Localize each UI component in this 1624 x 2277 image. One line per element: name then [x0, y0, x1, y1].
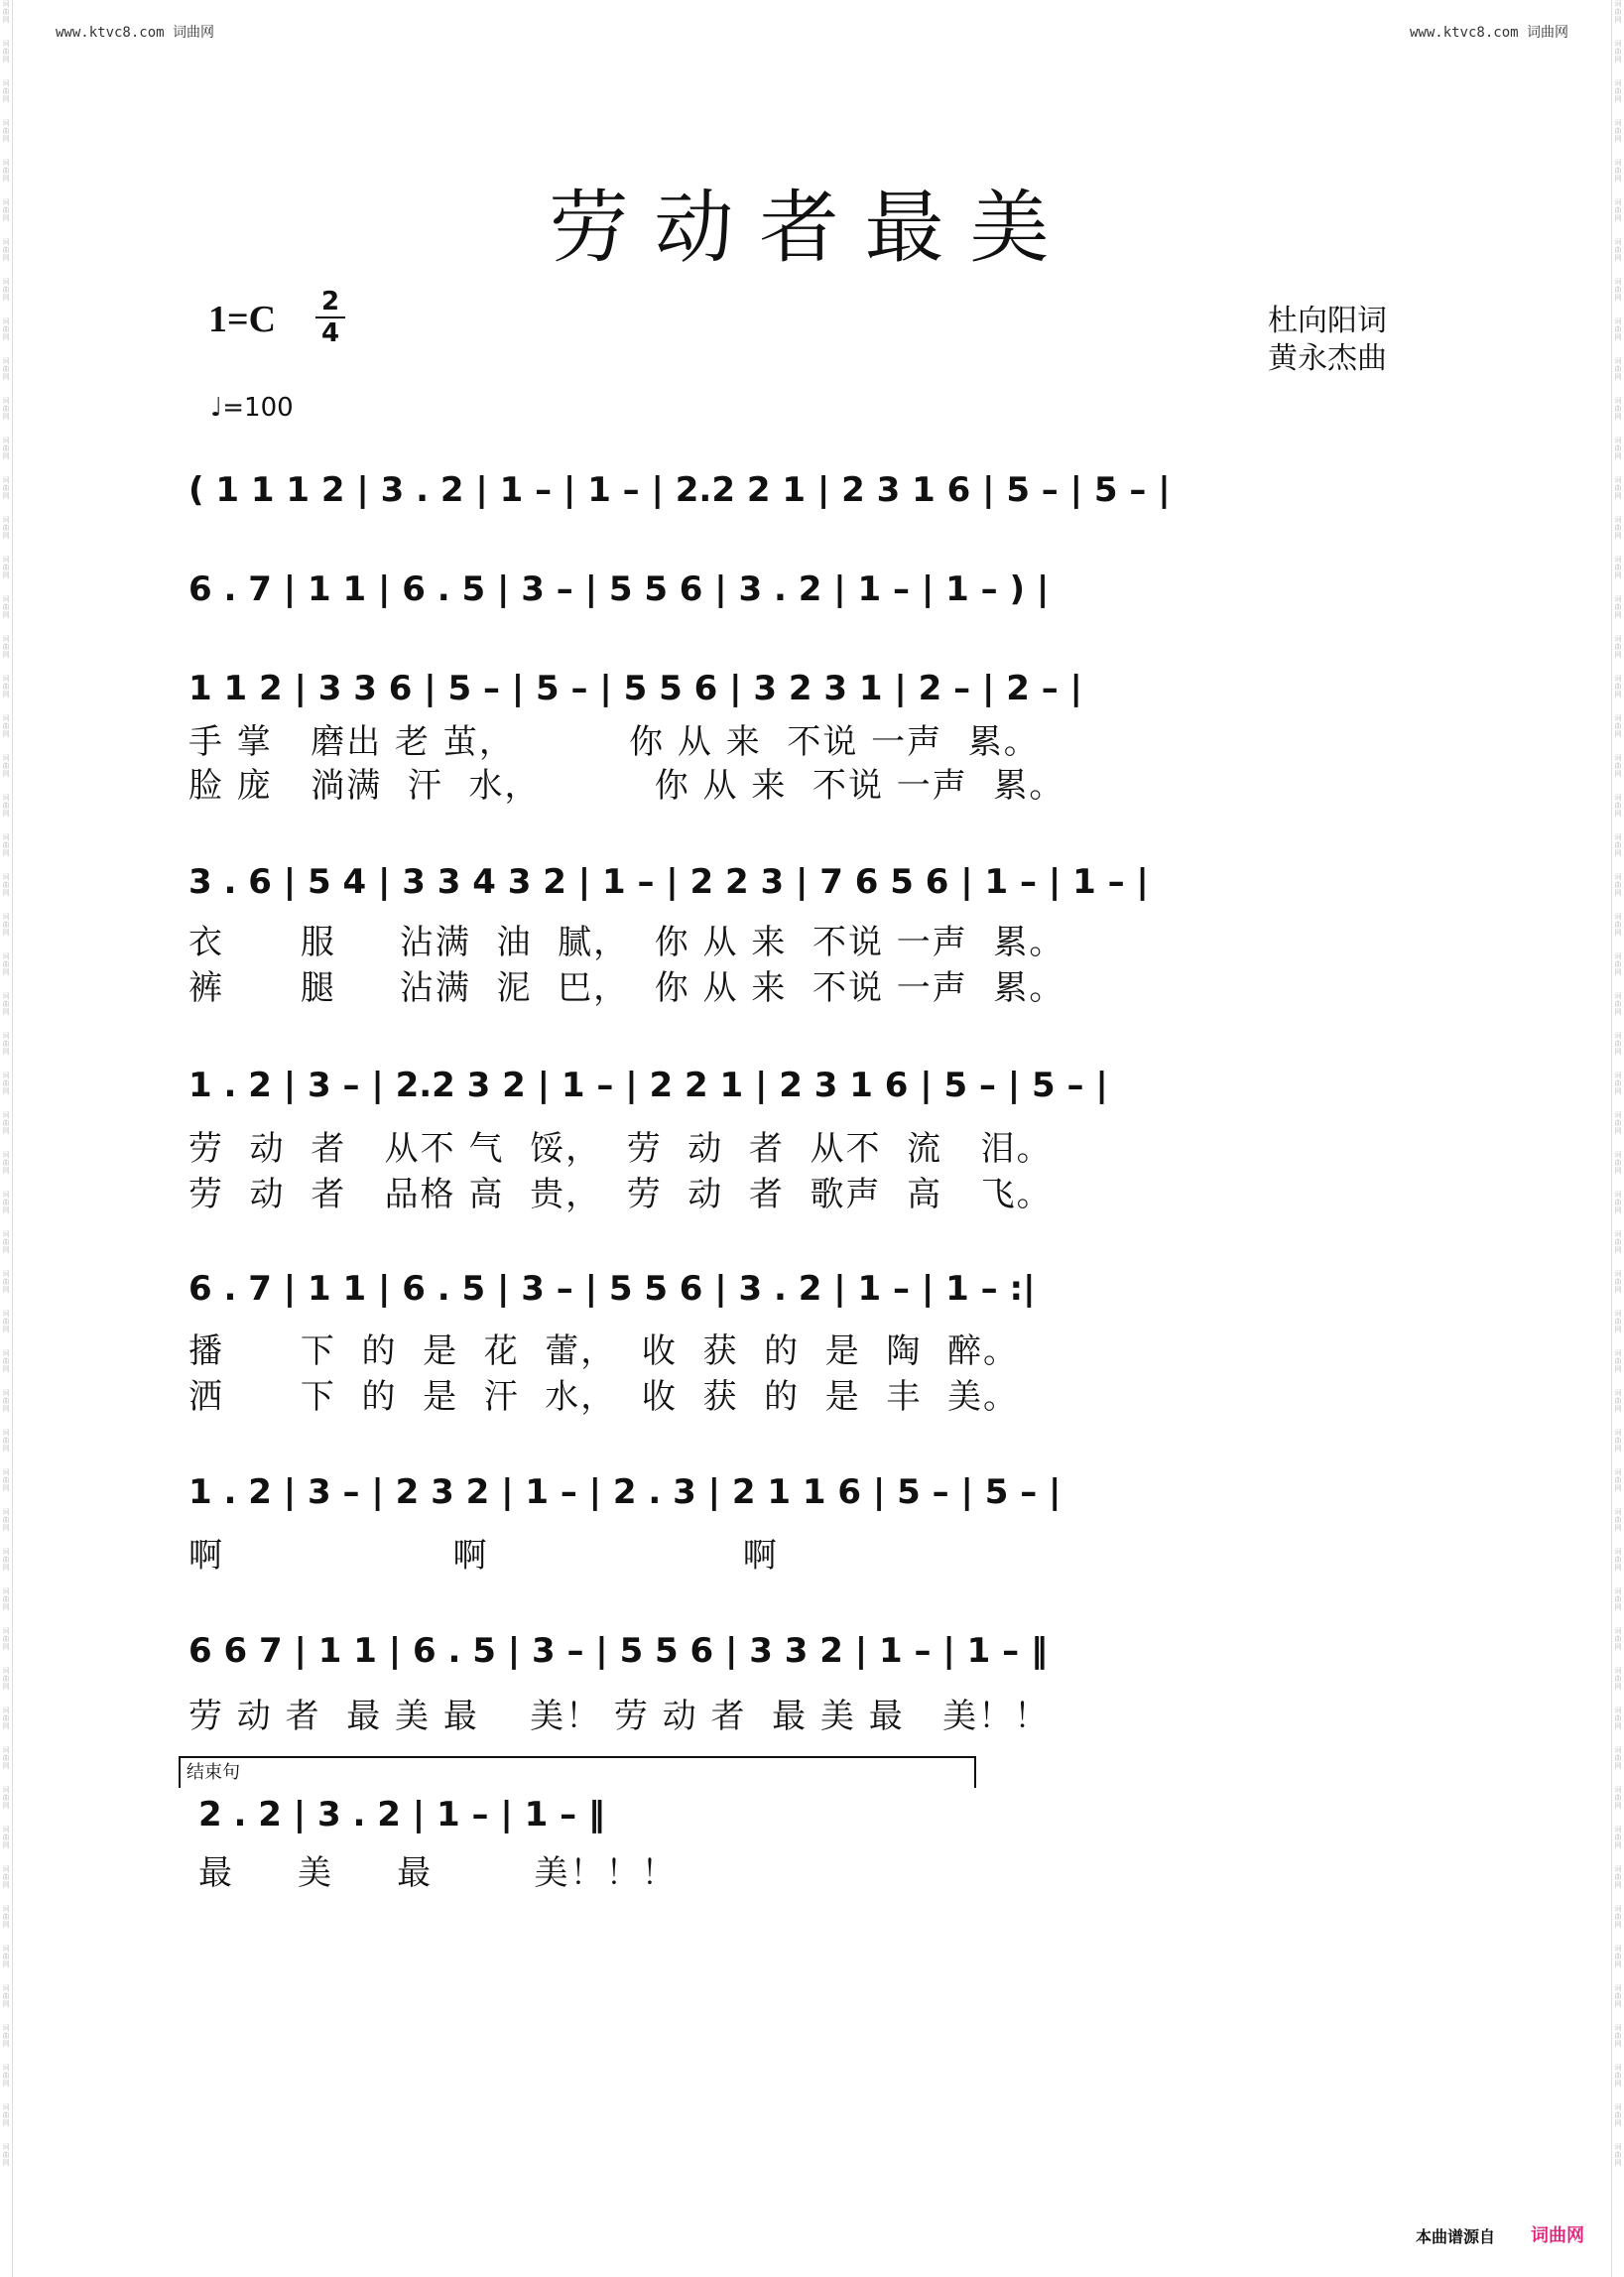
staff-line-2 — [188, 556, 1448, 615]
watermark-text: 词 曲 网 — [1614, 794, 1622, 818]
lyrics-line: 劳 动 者 从不 气 馁， 劳 动 者 从不 流 泪。 — [188, 1129, 1053, 1169]
watermark-text: 词 曲 网 — [1614, 992, 1622, 1016]
right-watermark-strip — [1611, 0, 1624, 2277]
staff-line-4 — [188, 848, 1448, 908]
page-title: 劳动者最美 — [549, 182, 1075, 274]
ending-label: 结束句 — [187, 1762, 240, 1783]
key-signature: 1=C — [208, 299, 277, 340]
lyrics-line: 脸 庞 淌满 汗 水， 你 从 来 不说 一声 累。 — [188, 766, 1065, 806]
watermark-text: 词 曲 网 — [2, 2103, 10, 2127]
watermark-text: 词 曲 网 — [1614, 556, 1622, 579]
watermark-text: 词 曲 网 — [2, 1072, 10, 1095]
meter-top: 2 — [320, 287, 340, 316]
watermark-text: 词 曲 网 — [1614, 1032, 1622, 1056]
watermark-text: 词 曲 网 — [1614, 635, 1622, 659]
watermark-text: 词 曲 网 — [1614, 833, 1622, 857]
watermark-text: 词 曲 网 — [2, 1310, 10, 1333]
watermark-text: 词 曲 网 — [1614, 317, 1622, 341]
staff-line-3 — [188, 655, 1448, 714]
lyrics-line: 播 下 的 是 花 蕾， 收 获 的 是 陶 醉。 — [188, 1331, 1019, 1371]
footer-source: 本曲谱源自 — [1415, 2227, 1495, 2246]
watermark-text: 词 曲 网 — [1614, 40, 1622, 63]
watermark-text: 词 曲 网 — [1614, 1349, 1622, 1373]
watermark-text: 词 曲 网 — [2, 873, 10, 897]
watermark-text: 词 曲 网 — [2, 1111, 10, 1135]
left-watermark-strip — [0, 0, 13, 2277]
lyrics-line: 劳 动 者 最 美 最 美！ 劳 动 者 最 美 最 美！！ — [188, 1697, 1051, 1736]
watermark-text: 词 曲 网 — [2, 952, 10, 976]
watermark-text: 词 曲 网 — [1614, 2064, 1622, 2087]
watermark-text: 词 曲 网 — [1614, 1111, 1622, 1135]
watermark-text: 词 曲 网 — [1614, 913, 1622, 937]
watermark-text: 词 曲 网 — [1614, 1389, 1622, 1413]
score-body — [188, 446, 1448, 1915]
watermark-text: 词 曲 网 — [2, 119, 10, 143]
watermark-text: 词 曲 网 — [1614, 1746, 1622, 1770]
watermark-text: 词 曲 网 — [1614, 1627, 1622, 1651]
header-left: www.ktvc8.com 词曲网 — [56, 25, 215, 41]
watermark-text: 词 曲 网 — [2, 397, 10, 421]
watermark-text: 词 曲 网 — [1614, 2143, 1622, 2167]
watermark-text: 词 曲 网 — [1614, 238, 1622, 262]
lyrics-line: 劳 动 者 品格 高 贵， 劳 动 者 歌声 高 飞。 — [188, 1175, 1053, 1214]
watermark-text: 词 曲 网 — [2, 1191, 10, 1214]
watermark-text: 词 曲 网 — [2, 79, 10, 103]
watermark-text: 词 曲 网 — [1614, 1429, 1622, 1453]
staff-notes: 1 . 2 | 3 – | 2 3 2 | 1 – | 2 . 3 | 2 1 1 6 | 5 – | 5 – | — [188, 1472, 1062, 1512]
watermark-text: 词 曲 网 — [2, 1032, 10, 1056]
watermark-text: 词 曲 网 — [2, 2024, 10, 2048]
tempo-marking: ♩=100 — [210, 393, 294, 423]
composer-credit: 黄永杰曲 — [1268, 341, 1387, 376]
watermark-text: 词 曲 网 — [1614, 1707, 1622, 1730]
watermark-text: 词 曲 网 — [1614, 1072, 1622, 1095]
watermark-text: 词 曲 网 — [2, 913, 10, 937]
watermark-text: 词 曲 网 — [1614, 1270, 1622, 1294]
watermark-text: 词 曲 网 — [1614, 595, 1622, 619]
watermark-text: 词 曲 网 — [2, 278, 10, 302]
staff-line-5 — [188, 1052, 1448, 1111]
staff-notes: 6 6 7 | 1 1 | 6 . 5 | 3 – | 5 5 6 | 3 3 2 | 1 – | 1 – ‖ — [188, 1631, 1048, 1671]
watermark-text: 词 曲 网 — [2, 1508, 10, 1532]
watermark-text: 词 曲 网 — [2, 1468, 10, 1492]
watermark-text: 词 曲 网 — [2, 1270, 10, 1294]
watermark-text: 词 曲 网 — [1614, 1468, 1622, 1492]
watermark-text: 词 曲 网 — [1614, 754, 1622, 778]
lyrics-line: 衣 服 沾满 油 腻， 你 从 来 不说 一声 累。 — [188, 923, 1065, 962]
header-right: www.ktvc8.com 词曲网 — [1409, 25, 1568, 41]
watermark-text: 词 曲 网 — [1614, 2024, 1622, 2048]
watermark-text: 词 曲 网 — [2, 1627, 10, 1651]
watermark-text: 词 曲 网 — [1614, 1587, 1622, 1611]
watermark-text: 词 曲 网 — [2, 1984, 10, 2008]
watermark-text: 词 曲 网 — [2, 833, 10, 857]
watermark-text: 词 曲 网 — [2, 556, 10, 579]
watermark-text: 词 曲 网 — [2, 2143, 10, 2167]
staff-notes: 3 . 6 | 5 4 | 3 3 4 3 2 | 1 – | 2 2 3 | 7 6 5 6 | 1 – | 1 – | — [188, 862, 1149, 902]
watermark-text: 词 曲 网 — [2, 40, 10, 63]
watermark-text: 词 曲 网 — [1614, 1310, 1622, 1333]
staff-notes: 6 . 7 | 1 1 | 6 . 5 | 3 – | 5 5 6 | 3 . 2 | 1 – | 1 – :| — [188, 1269, 1036, 1309]
watermark-text: 词 曲 网 — [2, 1945, 10, 1968]
lyrics-line: 裤 腿 沾满 泥 巴， 你 从 来 不说 一声 累。 — [188, 968, 1065, 1008]
lyrics-line: 啊 啊 啊 — [188, 1536, 779, 1576]
watermark-text: 词 曲 网 — [1614, 873, 1622, 897]
staff-line-8 — [188, 1617, 1448, 1677]
watermark-text: 词 曲 网 — [2, 1230, 10, 1254]
watermark-text: 词 曲 网 — [1614, 198, 1622, 222]
watermark-text: 词 曲 网 — [2, 1349, 10, 1373]
lyrics-line: 最 美 最 美！！！ — [198, 1853, 678, 1893]
watermark-text: 词 曲 网 — [1614, 1548, 1622, 1572]
watermark-text: 词 曲 网 — [1614, 437, 1622, 460]
watermark-text: 词 曲 网 — [2, 476, 10, 500]
watermark-text: 词 曲 网 — [2, 1548, 10, 1572]
watermark-text: 词 曲 网 — [1614, 278, 1622, 302]
watermark-text: 词 曲 网 — [2, 1667, 10, 1691]
watermark-text: 词 曲 网 — [2, 675, 10, 698]
watermark-text: 词 曲 网 — [1614, 1508, 1622, 1532]
staff-notes: 2 . 2 | 3 . 2 | 1 – | 1 – ‖ — [198, 1795, 605, 1834]
watermark-text: 词 曲 网 — [2, 437, 10, 460]
watermark-text: 词 曲 网 — [2, 317, 10, 341]
watermark-text: 词 曲 网 — [2, 1826, 10, 1849]
watermark-text: 词 曲 网 — [1614, 1230, 1622, 1254]
watermark-text: 词 曲 网 — [2, 1865, 10, 1889]
watermark-text: 词 曲 网 — [1614, 516, 1622, 540]
watermark-text: 词 曲 网 — [1614, 476, 1622, 500]
watermark-text: 词 曲 网 — [2, 635, 10, 659]
watermark-text: 词 曲 网 — [2, 794, 10, 818]
lyricist-credit: 杜向阳词 — [1268, 304, 1387, 338]
staff-line-6 — [188, 1255, 1448, 1315]
staff-line-1 — [188, 456, 1448, 516]
staff-notes: 6 . 7 | 1 1 | 6 . 5 | 3 – | 5 5 6 | 3 . 2 | 1 – | 1 – ) | — [188, 569, 1050, 609]
watermark-text: 词 曲 网 — [1614, 1151, 1622, 1175]
watermark-text: 词 曲 网 — [1614, 1826, 1622, 1849]
watermark-text: 词 曲 网 — [1614, 119, 1622, 143]
watermark-text: 词 曲 网 — [2, 1389, 10, 1413]
watermark-text: 词 曲 网 — [2, 159, 10, 183]
watermark-text: 词 曲 网 — [2, 1587, 10, 1611]
watermark-text: 词 曲 网 — [1614, 1191, 1622, 1214]
watermark-text: 词 曲 网 — [2, 238, 10, 262]
lyrics-line: 手 掌 磨出 老 茧， 你 从 来 不说 一声 累。 — [188, 722, 1040, 762]
staff-notes: ( 1 1 1 2 | 3 . 2 | 1 – | 1 – | 2.2 2 1 | 2 3 1 6 | 5 – | 5 – | — [188, 470, 1171, 510]
staff-notes: 1 . 2 | 3 – | 2.2 3 2 | 1 – | 2 2 1 | 2 3 1 6 | 5 – | 5 – | — [188, 1066, 1108, 1105]
watermark-text: 词 曲 网 — [1614, 79, 1622, 103]
watermark-text: 词 曲 网 — [2, 992, 10, 1016]
staff-notes: 1 1 2 | 3 3 6 | 5 – | 5 – | 5 5 6 | 3 2 3 1 | 2 – | 2 – | — [188, 669, 1082, 708]
watermark-text: 词 曲 网 — [1614, 1945, 1622, 1968]
watermark-text: 词 曲 网 — [2, 1151, 10, 1175]
watermark-text: 词 曲 网 — [2, 1429, 10, 1453]
watermark-text: 词 曲 网 — [1614, 675, 1622, 698]
watermark-text: 词 曲 网 — [2, 754, 10, 778]
watermark-text: 词 曲 网 — [1614, 159, 1622, 183]
watermark-text: 词 曲 网 — [1614, 1984, 1622, 2008]
watermark-text: 词 曲 网 — [1614, 357, 1622, 381]
watermark-text: 词 曲 网 — [2, 198, 10, 222]
time-signature — [315, 288, 345, 347]
watermark-text: 词 曲 网 — [1614, 1786, 1622, 1810]
watermark-text: 词 曲 网 — [2, 0, 10, 24]
meter-bottom: 4 — [320, 318, 340, 348]
watermark-text: 词 曲 网 — [2, 1905, 10, 1929]
watermark-text: 词 曲 网 — [1614, 0, 1622, 24]
watermark-text: 词 曲 网 — [2, 357, 10, 381]
lyrics-line: 洒 下 的 是 汗 水， 收 获 的 是 丰 美。 — [188, 1377, 1019, 1417]
watermark-text: 词 曲 网 — [2, 1786, 10, 1810]
watermark-text: 词 曲 网 — [1614, 714, 1622, 738]
watermark-text: 词 曲 网 — [1614, 952, 1622, 976]
watermark-text: 词 曲 网 — [2, 2064, 10, 2087]
footer-site-link[interactable]: 词曲网 — [1531, 2225, 1584, 2246]
watermark-text: 词 曲 网 — [2, 714, 10, 738]
watermark-text: 词 曲 网 — [1614, 1905, 1622, 1929]
staff-line-9 — [188, 1781, 1448, 1840]
watermark-text: 词 曲 网 — [1614, 397, 1622, 421]
watermark-text: 词 曲 网 — [2, 1746, 10, 1770]
watermark-text: 词 曲 网 — [2, 516, 10, 540]
staff-line-7 — [188, 1458, 1448, 1518]
watermark-text: 词 曲 网 — [1614, 1865, 1622, 1889]
watermark-text: 词 曲 网 — [1614, 1667, 1622, 1691]
watermark-text: 词 曲 网 — [2, 1707, 10, 1730]
watermark-text: 词 曲 网 — [1614, 2103, 1622, 2127]
watermark-text: 词 曲 网 — [2, 595, 10, 619]
